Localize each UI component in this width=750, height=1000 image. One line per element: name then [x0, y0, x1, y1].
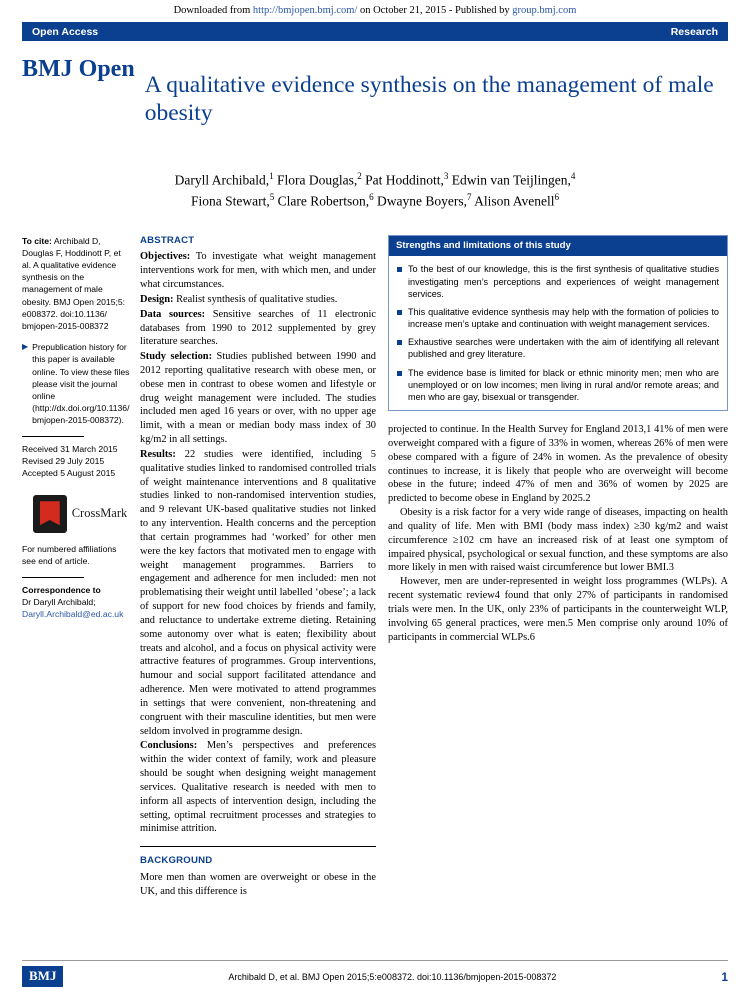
crossmark-badge[interactable] — [24, 495, 136, 533]
abstract-heading: ABSTRACT — [140, 234, 195, 246]
divider-3 — [140, 846, 376, 847]
affiliations-note: For numbered affiliations see end of article. — [22, 544, 117, 567]
background-heading: BACKGROUND — [140, 855, 213, 867]
background-text: More men than women are overweight or obese in the UK, and this difference is — [140, 871, 376, 897]
page-footer — [0, 960, 750, 1000]
page-number: 1 — [721, 969, 728, 984]
to-cite-label: To cite: — [22, 235, 52, 246]
paragraph: Obesity is a risk factor for a very wide range of diseases, impacting on health and quality of life. Men with BMI (body mass index) ≥30 kg/m2 and waist circumference ≥102 cm have an increased risk of at least one symptom of impaired physical, psychological or sexual function, and these symptoms are also more likely in men with raised waist circumference but lower BMI.3 — [388, 507, 728, 574]
crossmark-icon — [33, 495, 67, 533]
received-date: Received 31 March 2015 — [22, 443, 118, 454]
abstract-lead: Study selection: — [140, 351, 213, 363]
abstract-paragraph — [140, 448, 376, 738]
list-item: Exhaustive searches were undertaken with the aim of identifying all relevant published and grey literature. — [397, 336, 719, 360]
abstract-lead: Data sources: — [140, 308, 206, 320]
abstract-lead: Design: — [140, 293, 174, 305]
abstract-text: 22 studies were identified, including 5 qualitative studies linked to randomised controlled trials of weight maintenance interventions and 8 qualitative studies linked to non-randomised intervention studies, and 9 relevant UK-based qualitative studies not linked to any intervention. Health concerns and the perception that certain programmes had ‘worked’ for other men were the key factors that motivated men to engage with weight management programmes. Barriers to engagement and adherence for men included: men not problematising their weight until labelled ‘obese’; a lack of support for new food choices by friends and family, and reluctance to undertake extreme dieting. Retaining some autonomy over what is eaten; flexibility about treats and alcohol, and a focus on physical activity were attractive features of programmes. Group interventions, humour and social support facilitated attendance and adherence. Men were motivated to attend programmes in settings that were convenient, non-threatening and congruent with their masculine identities, but men were seldom involved in programme design. — [140, 448, 376, 737]
abstract-text: Sensitive searches of 11 electronic databases from 1990 to 2012 supplemented by grey literature searches. — [140, 308, 376, 348]
author-list — [70, 170, 680, 213]
author-line-2: Fiona Stewart,$^5$ Clare Robertson,$^6$ Dwayne Boyers,$^7$ Alison Avenell$^6$ — [191, 192, 559, 209]
page-title: A qualitative evidence synthesis on the management of male obesity — [144, 71, 714, 127]
strengths-box — [388, 235, 728, 411]
abstract-paragraph — [140, 250, 376, 291]
abstract-paragraph — [140, 739, 376, 836]
abstract-body — [140, 250, 376, 836]
article-body — [22, 235, 728, 899]
triangle-bullet-icon: ▶ — [22, 342, 29, 352]
abstract-paragraph — [140, 293, 376, 307]
intro-text — [388, 423, 728, 644]
abstract-paragraph — [140, 350, 376, 447]
abstract-paragraph — [140, 308, 376, 349]
footer-citation: Archibald D, et al. BMJ Open 2015;5:e008372. doi:10.1136/bmjopen-2015-008372 — [228, 971, 557, 982]
list-item: The evidence base is limited for black or ethnic minority men; men who are unemployed or on low incomes; men living in rural and/or remote areas; and men who are gay, bisexual or transgender. — [397, 367, 719, 404]
abstract-text: Realist synthesis of qualitative studies. — [173, 293, 338, 305]
correspondence-name: Dr Daryll Archibald; — [22, 596, 96, 607]
abstract-lead: Objectives: — [140, 251, 191, 263]
to-cite-block — [22, 235, 131, 333]
paragraph: projected to continue. In the Health Survey for England 2013,1 41% of men were overweight compared with a figure of 33% in women, whereas 26% of men were obese compared with a figure of 24% in women. As the prevalence of obesity continues to increase, it is likely that people who are overweight will become obese in the future; indeed 47% of men and 36% of women by 2025 are predicted to become obese in England by 2025.2 — [388, 424, 728, 505]
correspondence-label: Correspondence to — [22, 584, 101, 595]
correspondence-block — [22, 584, 131, 621]
correspondence-email[interactable]: Daryll.Archibald@ed.ac.uk — [22, 609, 124, 620]
article-type-label: Research — [670, 25, 718, 38]
divider-1 — [22, 436, 84, 437]
abstract-column — [140, 235, 388, 899]
revised-date: Revised 29 July 2015 — [22, 455, 105, 466]
masthead — [22, 55, 728, 144]
journal-link[interactable]: http://bmjopen.bmj.com/ — [252, 5, 358, 16]
abstract-text: To investigate what weight management interventions work for men, with which men, and under what circumstances. — [140, 251, 376, 291]
left-sidebar — [22, 235, 140, 899]
download-middle: on October 21, 2015 - Published by — [357, 5, 513, 16]
accepted-date: Accepted 5 August 2015 — [22, 468, 116, 479]
strengths-title: Strengths and limitations of this study — [389, 236, 727, 257]
abstract-text: Studies published between 1990 and 2012 reporting qualitative research with obese men, or obese men in contrast to obese women and lifestyle or drug weight management were included. The studies included men aged 16 years or over, with no upper age limit, with a mean or median body mass index of 30 kg/m2 in all settings. — [140, 351, 376, 446]
list-item: To the best of our knowledge, this is the first synthesis of qualitative studies investigating men’s perceptions and experiences of weight management services. — [397, 263, 719, 300]
crossmark-label: CrossMark — [71, 506, 128, 521]
paragraph: However, men are under-represented in weight loss programmes (WLPs). A recent systematic review4 found that only 27% of participants in randomised trials were men. In the UK, only 23% of participants in the counterweight WLP, involving 65 general practices, were men.5 Men comprise only around 10% of participants in commercial WLPs.6 — [388, 576, 728, 643]
right-column — [388, 235, 728, 899]
bmj-open-logo: BMJ Open — [22, 56, 135, 82]
abstract-text: Men’s perspectives and preferences within the wider context of family, work and pleasure should be sought when designing weight management services. Qualitative research is needed with men to inform all aspects of intervention design, including the setting, optimal recruitment processes and strategies to minimise attrition. — [140, 740, 376, 835]
strengths-list — [389, 256, 727, 410]
download-notice-bar — [0, 0, 750, 22]
divider-2 — [22, 577, 84, 578]
author-line-1: Daryll Archibald,$^1$ Flora Douglas,$^2$ Pat Hoddinott,$^3$ Edwin van Teijlingen,$^4$ — [174, 170, 576, 188]
abstract-lead: Results: — [140, 448, 176, 460]
prepublication-text: Prepublication history for this paper is available online. To view these files please visit the journal online (http://dx.doi.org/10.1136/ bmjopen-2015-008372). — [32, 342, 130, 426]
footer-divider — [22, 960, 728, 961]
open-access-strip — [22, 22, 728, 41]
to-cite-text: Archibald D, Douglas F, Hoddinott P, et al. A qualitative evidence synthesis on the management of male obesity. BMJ Open 2015;5: e008372. doi:10.1136/ bmjopen-2015-008372 — [22, 235, 126, 332]
download-prefix: Downloaded from — [173, 5, 253, 16]
open-access-label: Open Access — [32, 25, 99, 38]
list-item: This qualitative evidence synthesis may help with the formation of policies to increase men’s uptake and continuation with weight management services. — [397, 306, 719, 330]
bmj-logo: BMJ — [22, 966, 63, 987]
prepublication-note — [22, 341, 131, 426]
group-link[interactable]: group.bmj.com — [512, 5, 577, 16]
abstract-lead: Conclusions: — [140, 740, 198, 752]
